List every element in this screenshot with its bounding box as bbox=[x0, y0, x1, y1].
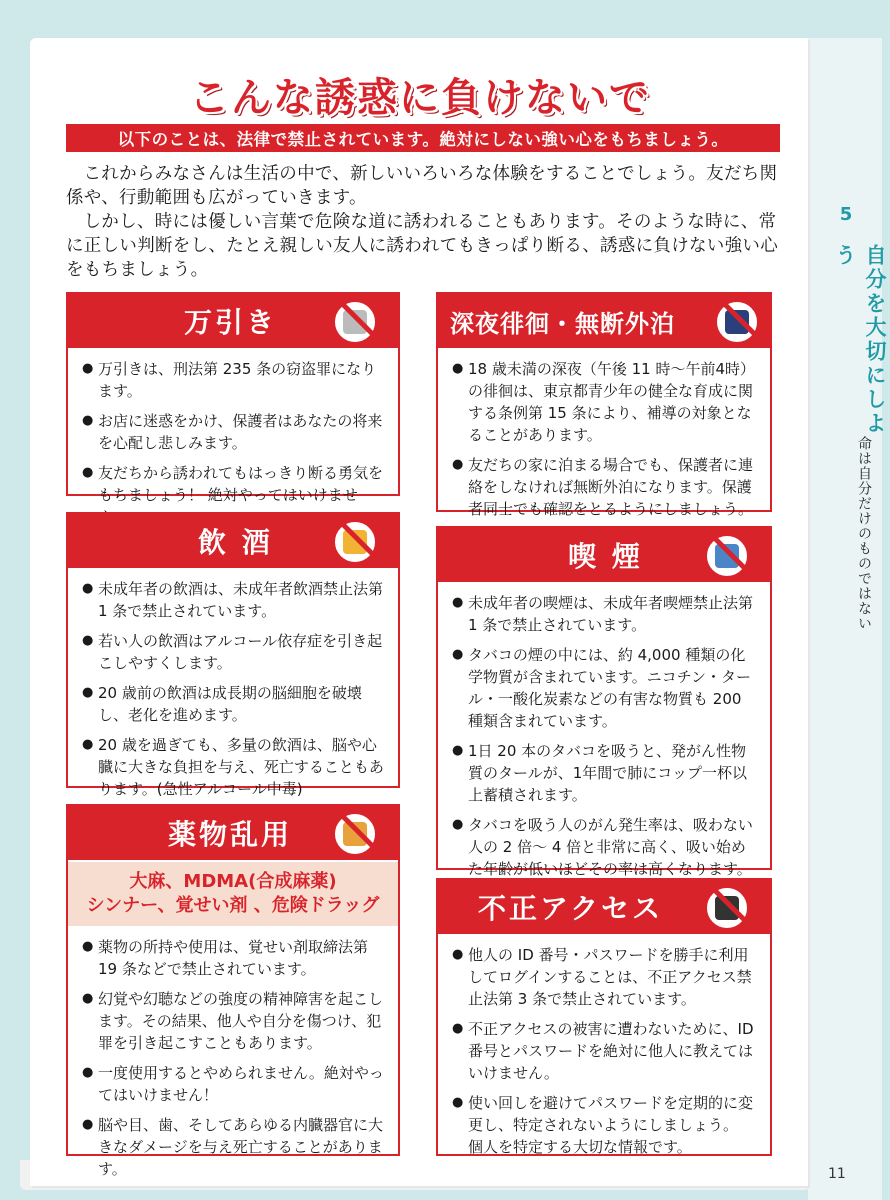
card-night-wandering bbox=[436, 292, 772, 518]
list-item: ● 万引きは、刑法第 235 条の窃盗罪になります。 bbox=[82, 358, 384, 402]
card-header bbox=[68, 806, 398, 860]
list-item: ● 18 歳未満の深夜（午後 11 時～午前4時）の徘徊は、東京都青少年の健全な育成に関する条例第 15 条により、補導の対象となることがあります。 bbox=[452, 358, 756, 446]
list-item: ● 一度使用するとやめられません。絶対やってはいけません！ bbox=[82, 1062, 384, 1106]
chapter-title: 自分を大切にしよう bbox=[833, 244, 887, 436]
list-item: ● 未成年者の喫煙は、未成年者喫煙禁止法第 1 条で禁止されています。 bbox=[452, 592, 756, 636]
intro-paragraph: これからみなさんは生活の中で、新しいいろいろな体験をすることでしょう。友だち関係や、行動範囲も広がっていきます。 bbox=[66, 164, 778, 208]
list-item: ● 不正アクセスの被害に遭わないために、ID 番号とパスワードを絶対に他人に教えてはいけません。 bbox=[452, 1018, 756, 1084]
card-title: 喫 煙 bbox=[568, 540, 643, 573]
chapter-subtitle: 命は自分だけのものではない bbox=[856, 436, 872, 631]
list-item: ● 1日 20 本のタバコを吸うと、発がん性物質のタールが、1年間で肺にコップ一杯以上蓄積されます。 bbox=[452, 740, 756, 806]
page-number: 11 bbox=[828, 1166, 846, 1182]
list-item: ● お店に迷惑をかけ、保護者はあなたの将来を心配し悲しみます。 bbox=[82, 410, 384, 454]
card-unauthorized-access bbox=[436, 878, 772, 1156]
drug-types-line: 大麻、MDMA(合成麻薬) bbox=[129, 871, 337, 892]
card-title: 深夜徘徊・無断外泊 bbox=[450, 309, 675, 338]
intro-text bbox=[66, 162, 780, 282]
card-shoplifting bbox=[66, 292, 400, 504]
no-night-wandering-icon bbox=[712, 297, 762, 347]
card-title: 不正アクセス bbox=[478, 892, 664, 925]
intro-paragraph: しかし、時には優しい言葉で危険な道に誘われることもあります。そのような時に、常に正しい判断をし、たとえ親しい友人に誘われてもきっぱり断る、誘惑に負けない強い心をもちましょう。 bbox=[66, 212, 778, 280]
page-title: こんな誘惑に負けないで bbox=[189, 75, 651, 121]
card-header bbox=[438, 528, 770, 582]
list-item: ● 未成年者の飲酒は、未成年者飲酒禁止法第 1 条で禁止されています。 bbox=[82, 578, 384, 622]
card-title: 飲 酒 bbox=[198, 526, 273, 559]
list-item: ● タバコを吸う人のがん発生率は、吸わない人の 2 倍～ 4 倍と非常に高く、吸い始めた年齢が低いほどその率は高くなります。 bbox=[452, 814, 756, 880]
warning-banner: 以下のことは、法律で禁止されています。絶対にしない強い心をもちましょう。 bbox=[66, 124, 780, 152]
card-header bbox=[438, 880, 770, 934]
no-drinking-icon bbox=[330, 517, 380, 567]
no-shoplifting-icon bbox=[330, 297, 380, 347]
list-item: ● 20 歳前の飲酒は成長期の脳細胞を破壊し、老化を進めます。 bbox=[82, 682, 384, 726]
no-smoking-icon bbox=[702, 531, 752, 581]
list-item: ● 友だちから誘われてもはっきり断る勇気をもちましょう！ 絶対やってはいけませ bbox=[82, 462, 384, 528]
list-item: ● 使い回しを避けてパスワードを定期的に変更し、特定されないようにしましょう。 個人を特定する大切な情報です。 bbox=[452, 1092, 756, 1158]
chapter-tab bbox=[818, 204, 887, 631]
no-hacking-icon bbox=[702, 883, 752, 933]
list-item: ● 友だちの家に泊まる場合でも、保護者に連絡をしなければ無断外泊になります。保護者同士でも確認をとるようにしましょう。 bbox=[452, 454, 756, 520]
card-header bbox=[68, 294, 398, 348]
card-title: 薬物乱用 bbox=[168, 818, 293, 851]
card-smoking bbox=[436, 526, 772, 878]
list-item: ● タバコの煙の中には、約 4,000 種類の化学物質が含まれています。ニコチン・タール・一酸化炭素などの有害な物質も 200 種類含まれています。 bbox=[452, 644, 756, 732]
drug-types-line: シンナー、覚せい剤 、危険ドラッグ bbox=[86, 895, 380, 916]
list-item: ● 20 歳を過ぎても、多量の飲酒は、脳や心臓に大きな負担を与え、死亡することもあります。(急性アルコール中毒) bbox=[82, 734, 384, 800]
card-drinking bbox=[66, 512, 400, 798]
list-item: ● 若い人の飲酒はアルコール依存症を引き起こしやすくします。 bbox=[82, 630, 384, 674]
chapter-number: 5 bbox=[839, 204, 853, 225]
list-item: ● 脳や目、歯、そしてあらゆる内臓器官に大きなダメージを与え死亡することがあります。 bbox=[82, 1114, 384, 1180]
list-item: ● 薬物の所持や使用は、覚せい剤取締法第 19 条などで禁止されています。 bbox=[82, 936, 384, 980]
card-drugs bbox=[66, 804, 400, 1178]
list-item: ● 他人の ID 番号・パスワードを勝手に利用してログインすることは、不正アクセス禁止法第 3 条で禁止されています。 bbox=[452, 944, 756, 1010]
card-header bbox=[68, 514, 398, 568]
list-item: ● 幻覚や幻聴などの強度の精神障害を起こします。その結果、他人や自分を傷つけ、犯罪を引き起こすこともあります。 bbox=[82, 988, 384, 1054]
card-title: 万引き bbox=[184, 306, 278, 339]
card-header bbox=[438, 294, 770, 348]
drug-types bbox=[68, 862, 398, 926]
no-drugs-icon bbox=[330, 809, 380, 859]
